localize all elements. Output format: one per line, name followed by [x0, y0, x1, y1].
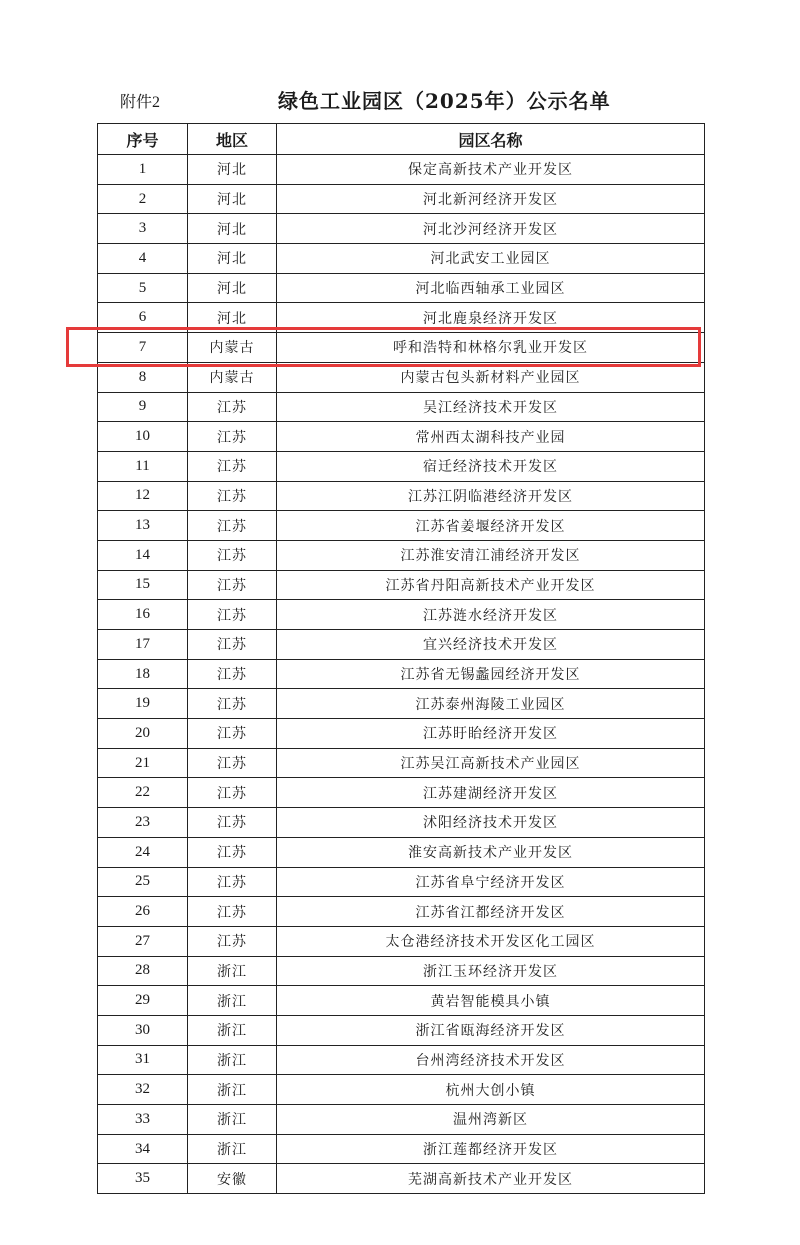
table-row — [98, 748, 705, 778]
row-serial-number: 16 — [98, 600, 188, 630]
row-region: 江苏 — [188, 481, 277, 511]
row-serial-number: 22 — [98, 778, 188, 808]
row-park-name: 江苏省姜堰经济开发区 — [277, 511, 705, 541]
row-serial-number: 14 — [98, 540, 188, 570]
row-park-name: 浙江玉环经济开发区 — [277, 956, 705, 986]
row-serial-number: 5 — [98, 273, 188, 303]
row-serial-number: 2 — [98, 184, 188, 214]
row-region: 浙江 — [188, 1045, 277, 1075]
row-serial-number: 15 — [98, 570, 188, 600]
table-row — [98, 362, 705, 392]
row-serial-number: 24 — [98, 837, 188, 867]
table-row — [98, 778, 705, 808]
row-park-name: 江苏淮安清江浦经济开发区 — [277, 540, 705, 570]
row-serial-number: 28 — [98, 956, 188, 986]
row-park-name: 宜兴经济技术开发区 — [277, 630, 705, 660]
table-row — [98, 481, 705, 511]
row-serial-number: 23 — [98, 808, 188, 838]
row-region: 浙江 — [188, 1134, 277, 1164]
row-serial-number: 26 — [98, 897, 188, 927]
row-region: 河北 — [188, 184, 277, 214]
row-serial-number: 4 — [98, 244, 188, 274]
row-park-name: 常州西太湖科技产业园 — [277, 422, 705, 452]
row-region: 江苏 — [188, 451, 277, 481]
row-region: 河北 — [188, 244, 277, 274]
row-region: 江苏 — [188, 392, 277, 422]
row-serial-number: 18 — [98, 659, 188, 689]
row-region: 江苏 — [188, 778, 277, 808]
row-park-name: 河北鹿泉经济开发区 — [277, 303, 705, 333]
table-row — [98, 689, 705, 719]
row-serial-number: 35 — [98, 1164, 188, 1194]
table-row — [98, 659, 705, 689]
row-serial-number: 12 — [98, 481, 188, 511]
header-park-name: 园区名称 — [277, 124, 705, 155]
row-region: 河北 — [188, 214, 277, 244]
table-row — [98, 719, 705, 749]
table-header-row — [98, 124, 705, 155]
row-serial-number: 7 — [98, 333, 188, 363]
row-park-name: 台州湾经济技术开发区 — [277, 1045, 705, 1075]
table-row — [98, 422, 705, 452]
row-region: 浙江 — [188, 1015, 277, 1045]
row-serial-number: 31 — [98, 1045, 188, 1075]
row-serial-number: 6 — [98, 303, 188, 333]
table-row — [98, 540, 705, 570]
row-serial-number: 1 — [98, 155, 188, 185]
table-row — [98, 303, 705, 333]
row-region: 江苏 — [188, 570, 277, 600]
row-serial-number: 19 — [98, 689, 188, 719]
row-region: 江苏 — [188, 659, 277, 689]
row-region: 江苏 — [188, 926, 277, 956]
row-region: 江苏 — [188, 630, 277, 660]
row-region: 江苏 — [188, 719, 277, 749]
row-serial-number: 3 — [98, 214, 188, 244]
table-row — [98, 511, 705, 541]
table-row — [98, 808, 705, 838]
row-serial-number: 11 — [98, 451, 188, 481]
table-row — [98, 986, 705, 1016]
row-serial-number: 10 — [98, 422, 188, 452]
row-region: 内蒙古 — [188, 362, 277, 392]
table-row — [98, 570, 705, 600]
table-row — [98, 897, 705, 927]
table-row — [98, 155, 705, 185]
park-list-table — [97, 123, 705, 1194]
row-park-name: 河北新河经济开发区 — [277, 184, 705, 214]
table-row — [98, 630, 705, 660]
row-region: 江苏 — [188, 689, 277, 719]
row-region: 浙江 — [188, 956, 277, 986]
table-row — [98, 244, 705, 274]
row-region: 江苏 — [188, 808, 277, 838]
row-region: 江苏 — [188, 600, 277, 630]
table-row — [98, 1105, 705, 1135]
row-region: 安徽 — [188, 1164, 277, 1194]
row-park-name: 太仓港经济技术开发区化工园区 — [277, 926, 705, 956]
row-serial-number: 9 — [98, 392, 188, 422]
table-row — [98, 333, 705, 363]
attachment-label: 附件2 — [120, 94, 161, 111]
table-row — [98, 451, 705, 481]
row-park-name: 江苏江阴临港经济开发区 — [277, 481, 705, 511]
row-park-name: 江苏吴江高新技术产业园区 — [277, 748, 705, 778]
row-park-name: 河北沙河经济开发区 — [277, 214, 705, 244]
row-park-name: 淮安高新技术产业开发区 — [277, 837, 705, 867]
row-park-name: 河北武安工业园区 — [277, 244, 705, 274]
row-park-name: 宿迁经济技术开发区 — [277, 451, 705, 481]
table-body — [98, 155, 705, 1194]
row-region: 江苏 — [188, 748, 277, 778]
header-serial-number: 序号 — [98, 124, 188, 155]
row-serial-number: 29 — [98, 986, 188, 1016]
row-park-name: 江苏建湖经济开发区 — [277, 778, 705, 808]
row-park-name: 江苏省丹阳高新技术产业开发区 — [277, 570, 705, 600]
row-park-name: 黄岩智能模具小镇 — [277, 986, 705, 1016]
row-park-name: 保定高新技术产业开发区 — [277, 155, 705, 185]
row-region: 内蒙古 — [188, 333, 277, 363]
row-region: 河北 — [188, 155, 277, 185]
table-row — [98, 956, 705, 986]
row-park-name: 浙江莲都经济开发区 — [277, 1134, 705, 1164]
row-park-name: 江苏省阜宁经济开发区 — [277, 867, 705, 897]
table-row — [98, 392, 705, 422]
row-region: 江苏 — [188, 837, 277, 867]
row-region: 浙江 — [188, 986, 277, 1016]
row-region: 浙江 — [188, 1105, 277, 1135]
table-row — [98, 1164, 705, 1194]
row-park-name: 内蒙古包头新材料产业园区 — [277, 362, 705, 392]
row-region: 河北 — [188, 303, 277, 333]
row-park-name: 呼和浩特和林格尔乳业开发区 — [277, 333, 705, 363]
row-park-name: 江苏省江都经济开发区 — [277, 897, 705, 927]
row-region: 江苏 — [188, 867, 277, 897]
row-serial-number: 8 — [98, 362, 188, 392]
row-serial-number: 17 — [98, 630, 188, 660]
row-serial-number: 20 — [98, 719, 188, 749]
row-park-name: 河北临西轴承工业园区 — [277, 273, 705, 303]
table-row — [98, 926, 705, 956]
row-park-name: 江苏盱眙经济开发区 — [277, 719, 705, 749]
header-region: 地区 — [188, 124, 277, 155]
table-row — [98, 1134, 705, 1164]
row-serial-number: 25 — [98, 867, 188, 897]
table-row — [98, 867, 705, 897]
row-serial-number: 32 — [98, 1075, 188, 1105]
row-region: 江苏 — [188, 540, 277, 570]
table-row — [98, 184, 705, 214]
row-serial-number: 30 — [98, 1015, 188, 1045]
row-serial-number: 34 — [98, 1134, 188, 1164]
row-serial-number: 33 — [98, 1105, 188, 1135]
row-park-name: 江苏泰州海陵工业园区 — [277, 689, 705, 719]
table-row — [98, 1015, 705, 1045]
row-region: 江苏 — [188, 511, 277, 541]
table-row — [98, 600, 705, 630]
row-park-name: 浙江省瓯海经济开发区 — [277, 1015, 705, 1045]
table-row — [98, 273, 705, 303]
row-region: 河北 — [188, 273, 277, 303]
row-region: 浙江 — [188, 1075, 277, 1105]
row-park-name: 江苏省无锡蠡园经济开发区 — [277, 659, 705, 689]
table-row — [98, 837, 705, 867]
row-park-name: 温州湾新区 — [277, 1105, 705, 1135]
document-title: 绿色工业园区（2025年）公示名单 — [278, 89, 611, 113]
table-row — [98, 214, 705, 244]
row-park-name: 江苏涟水经济开发区 — [277, 600, 705, 630]
row-region: 江苏 — [188, 422, 277, 452]
row-park-name: 吴江经济技术开发区 — [277, 392, 705, 422]
table-row — [98, 1045, 705, 1075]
row-serial-number: 21 — [98, 748, 188, 778]
table-row — [98, 1075, 705, 1105]
row-serial-number: 13 — [98, 511, 188, 541]
row-serial-number: 27 — [98, 926, 188, 956]
row-park-name: 沭阳经济技术开发区 — [277, 808, 705, 838]
row-park-name: 芜湖高新技术产业开发区 — [277, 1164, 705, 1194]
row-region: 江苏 — [188, 897, 277, 927]
row-park-name: 杭州大创小镇 — [277, 1075, 705, 1105]
